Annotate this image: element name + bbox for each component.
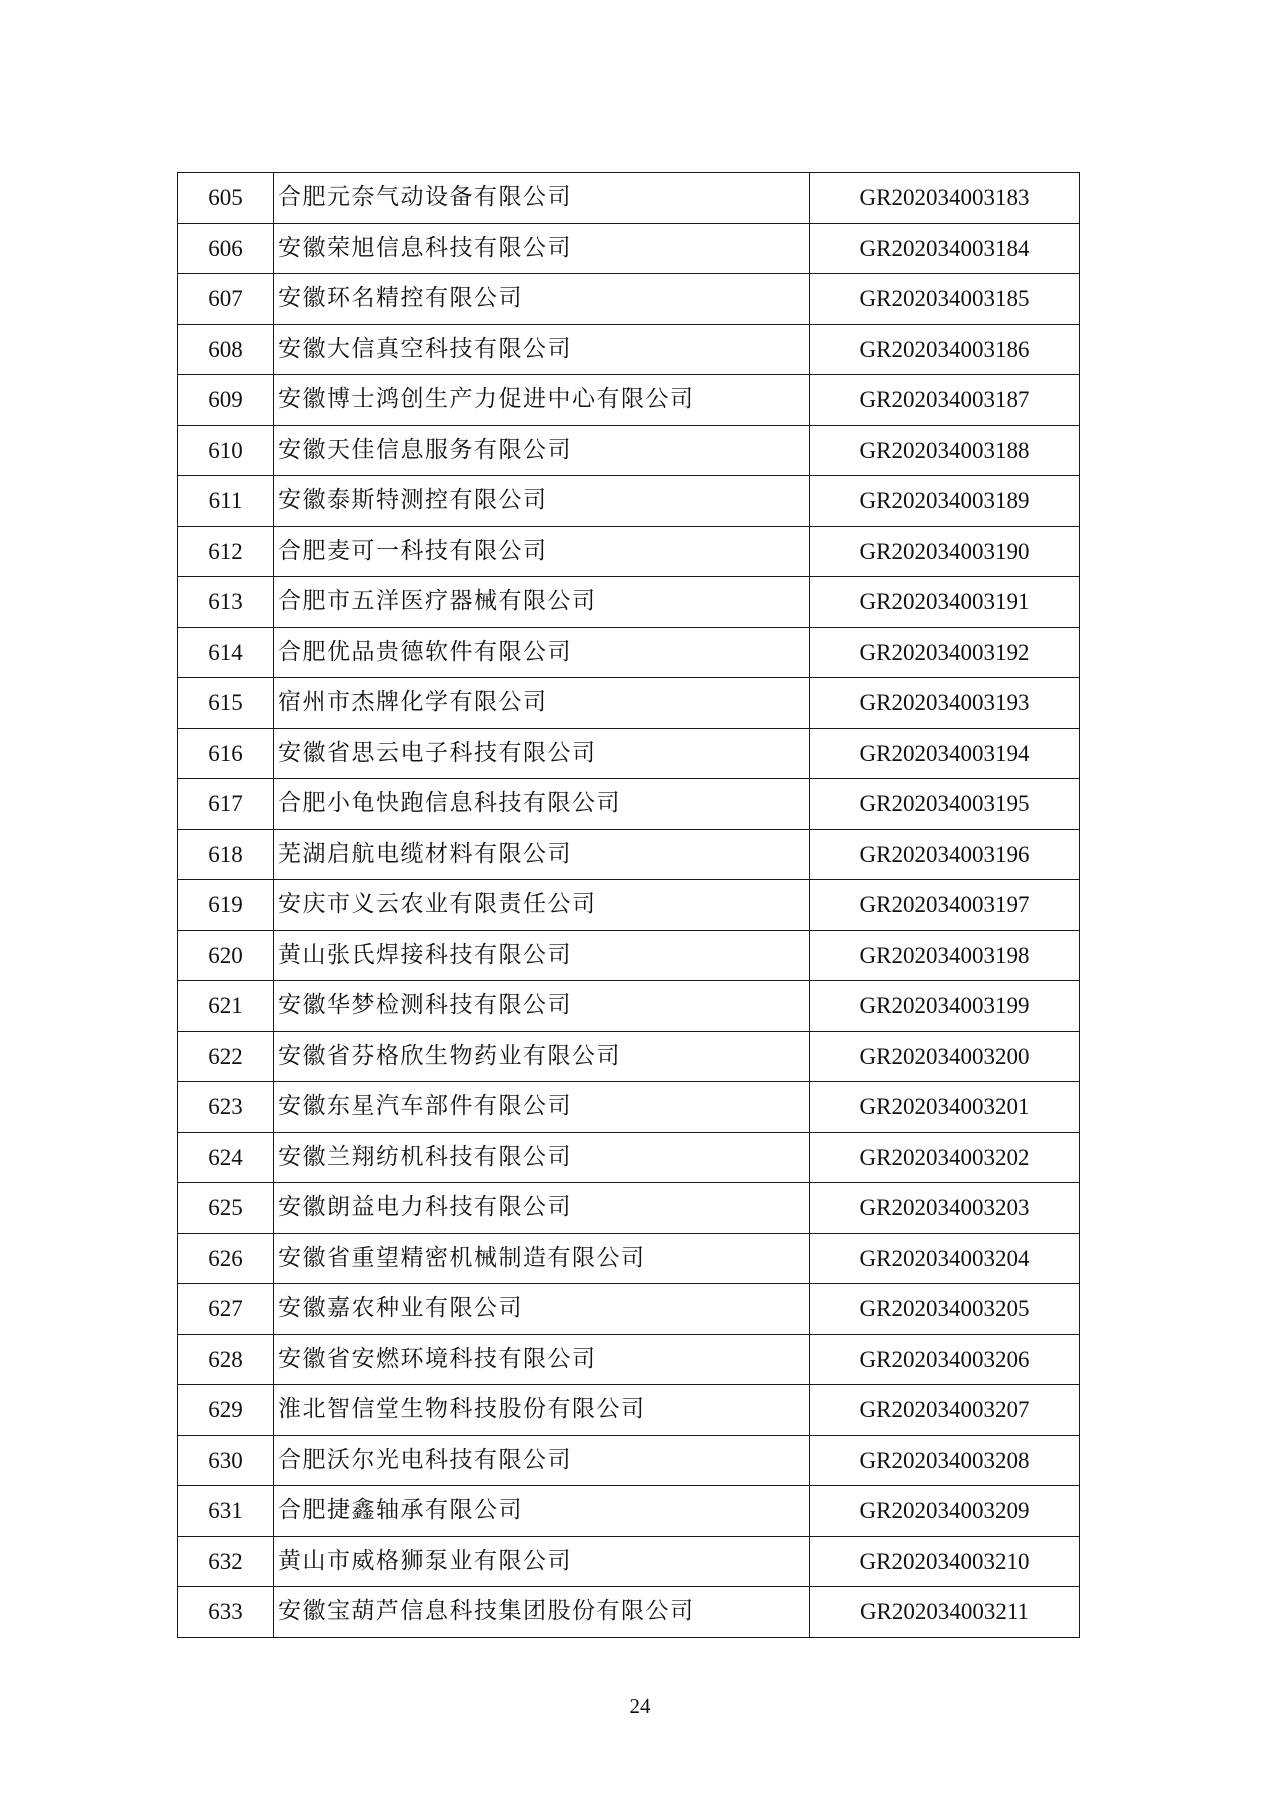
row-index-cell: 627 [178, 1284, 274, 1335]
certificate-code-cell: GR202034003198 [810, 930, 1080, 981]
row-index-cell: 614 [178, 627, 274, 678]
row-index-cell: 605 [178, 173, 274, 224]
table-row [178, 324, 1080, 375]
company-name-cell: 合肥小龟快跑信息科技有限公司 [274, 779, 810, 830]
row-index-cell: 612 [178, 526, 274, 577]
company-name-cell: 安徽省芬格欣生物药业有限公司 [274, 1031, 810, 1082]
table-row [178, 476, 1080, 527]
certificate-code-cell: GR202034003184 [810, 223, 1080, 274]
row-index-cell: 623 [178, 1082, 274, 1133]
page-number: 24 [629, 1694, 651, 1718]
row-index-cell: 606 [178, 223, 274, 274]
certificate-code-cell: GR202034003194 [810, 728, 1080, 779]
row-index-cell: 626 [178, 1233, 274, 1284]
table-row [178, 880, 1080, 931]
enterprise-registry-table [177, 172, 1080, 1638]
table-row [178, 829, 1080, 880]
table-row [178, 678, 1080, 729]
company-name-cell: 安徽东星汽车部件有限公司 [274, 1082, 810, 1133]
company-name-cell: 安徽省思云电子科技有限公司 [274, 728, 810, 779]
table-row [178, 526, 1080, 577]
row-index-cell: 631 [178, 1486, 274, 1537]
row-index-cell: 625 [178, 1183, 274, 1234]
certificate-code-cell: GR202034003195 [810, 779, 1080, 830]
row-index-cell: 615 [178, 678, 274, 729]
certificate-code-cell: GR202034003199 [810, 981, 1080, 1032]
certificate-code-cell: GR202034003185 [810, 274, 1080, 325]
row-index-cell: 620 [178, 930, 274, 981]
certificate-code-cell: GR202034003207 [810, 1385, 1080, 1436]
company-name-cell: 安徽环名精控有限公司 [274, 274, 810, 325]
table-row [178, 425, 1080, 476]
company-name-cell: 安徽宝葫芦信息科技集团股份有限公司 [274, 1587, 810, 1638]
certificate-code-cell: GR202034003205 [810, 1284, 1080, 1335]
table-row [178, 1486, 1080, 1537]
row-index-cell: 629 [178, 1385, 274, 1436]
table-row [178, 1385, 1080, 1436]
table-row [178, 779, 1080, 830]
certificate-code-cell: GR202034003196 [810, 829, 1080, 880]
certificate-code-cell: GR202034003204 [810, 1233, 1080, 1284]
table-row [178, 1233, 1080, 1284]
table-row [178, 1435, 1080, 1486]
company-name-cell: 宿州市杰牌化学有限公司 [274, 678, 810, 729]
company-name-cell: 淮北智信堂生物科技股份有限公司 [274, 1385, 810, 1436]
table-row [178, 577, 1080, 628]
row-index-cell: 619 [178, 880, 274, 931]
company-name-cell: 安徽嘉农种业有限公司 [274, 1284, 810, 1335]
table-row [178, 1587, 1080, 1638]
table-row [178, 1183, 1080, 1234]
certificate-code-cell: GR202034003187 [810, 375, 1080, 426]
table-body [178, 173, 1080, 1638]
row-index-cell: 617 [178, 779, 274, 830]
table-row [178, 1334, 1080, 1385]
row-index-cell: 624 [178, 1132, 274, 1183]
certificate-code-cell: GR202034003186 [810, 324, 1080, 375]
certificate-code-cell: GR202034003208 [810, 1435, 1080, 1486]
row-index-cell: 630 [178, 1435, 274, 1486]
company-name-cell: 合肥麦可一科技有限公司 [274, 526, 810, 577]
company-name-cell: 安徽泰斯特测控有限公司 [274, 476, 810, 527]
certificate-code-cell: GR202034003190 [810, 526, 1080, 577]
certificate-code-cell: GR202034003192 [810, 627, 1080, 678]
table-row [178, 1132, 1080, 1183]
company-name-cell: 安徽天佳信息服务有限公司 [274, 425, 810, 476]
company-name-cell: 安徽博士鸿创生产力促进中心有限公司 [274, 375, 810, 426]
company-name-cell: 安徽省安燃环境科技有限公司 [274, 1334, 810, 1385]
table-row [178, 1284, 1080, 1335]
row-index-cell: 613 [178, 577, 274, 628]
certificate-code-cell: GR202034003188 [810, 425, 1080, 476]
company-name-cell: 安徽大信真空科技有限公司 [274, 324, 810, 375]
table-row [178, 1031, 1080, 1082]
certificate-code-cell: GR202034003211 [810, 1587, 1080, 1638]
certificate-code-cell: GR202034003183 [810, 173, 1080, 224]
company-name-cell: 合肥优品贵德软件有限公司 [274, 627, 810, 678]
certificate-code-cell: GR202034003191 [810, 577, 1080, 628]
table-row [178, 1536, 1080, 1587]
company-name-cell: 合肥市五洋医疗器械有限公司 [274, 577, 810, 628]
row-index-cell: 616 [178, 728, 274, 779]
row-index-cell: 622 [178, 1031, 274, 1082]
company-name-cell: 合肥捷鑫轴承有限公司 [274, 1486, 810, 1537]
certificate-code-cell: GR202034003189 [810, 476, 1080, 527]
certificate-code-cell: GR202034003209 [810, 1486, 1080, 1537]
certificate-code-cell: GR202034003206 [810, 1334, 1080, 1385]
row-index-cell: 609 [178, 375, 274, 426]
certificate-code-cell: GR202034003202 [810, 1132, 1080, 1183]
company-name-cell: 安徽朗益电力科技有限公司 [274, 1183, 810, 1234]
table-row [178, 1082, 1080, 1133]
row-index-cell: 632 [178, 1536, 274, 1587]
company-name-cell: 合肥沃尔光电科技有限公司 [274, 1435, 810, 1486]
table-row [178, 627, 1080, 678]
table-row [178, 375, 1080, 426]
certificate-code-cell: GR202034003201 [810, 1082, 1080, 1133]
row-index-cell: 633 [178, 1587, 274, 1638]
company-name-cell: 芜湖启航电缆材料有限公司 [274, 829, 810, 880]
certificate-code-cell: GR202034003193 [810, 678, 1080, 729]
certificate-code-cell: GR202034003203 [810, 1183, 1080, 1234]
certificate-code-cell: GR202034003200 [810, 1031, 1080, 1082]
table-row [178, 173, 1080, 224]
table-row [178, 728, 1080, 779]
company-name-cell: 安徽华梦检测科技有限公司 [274, 981, 810, 1032]
company-name-cell: 合肥元奈气动设备有限公司 [274, 173, 810, 224]
company-name-cell: 黄山张氏焊接科技有限公司 [274, 930, 810, 981]
certificate-code-cell: GR202034003210 [810, 1536, 1080, 1587]
row-index-cell: 608 [178, 324, 274, 375]
row-index-cell: 628 [178, 1334, 274, 1385]
company-name-cell: 安徽荣旭信息科技有限公司 [274, 223, 810, 274]
table-row [178, 274, 1080, 325]
company-name-cell: 安徽省重望精密机械制造有限公司 [274, 1233, 810, 1284]
row-index-cell: 610 [178, 425, 274, 476]
company-name-cell: 安庆市义云农业有限责任公司 [274, 880, 810, 931]
table-row [178, 930, 1080, 981]
row-index-cell: 618 [178, 829, 274, 880]
row-index-cell: 607 [178, 274, 274, 325]
row-index-cell: 611 [178, 476, 274, 527]
company-name-cell: 黄山市威格狮泵业有限公司 [274, 1536, 810, 1587]
company-name-cell: 安徽兰翔纺机科技有限公司 [274, 1132, 810, 1183]
certificate-code-cell: GR202034003197 [810, 880, 1080, 931]
table-row [178, 223, 1080, 274]
row-index-cell: 621 [178, 981, 274, 1032]
table-row [178, 981, 1080, 1032]
